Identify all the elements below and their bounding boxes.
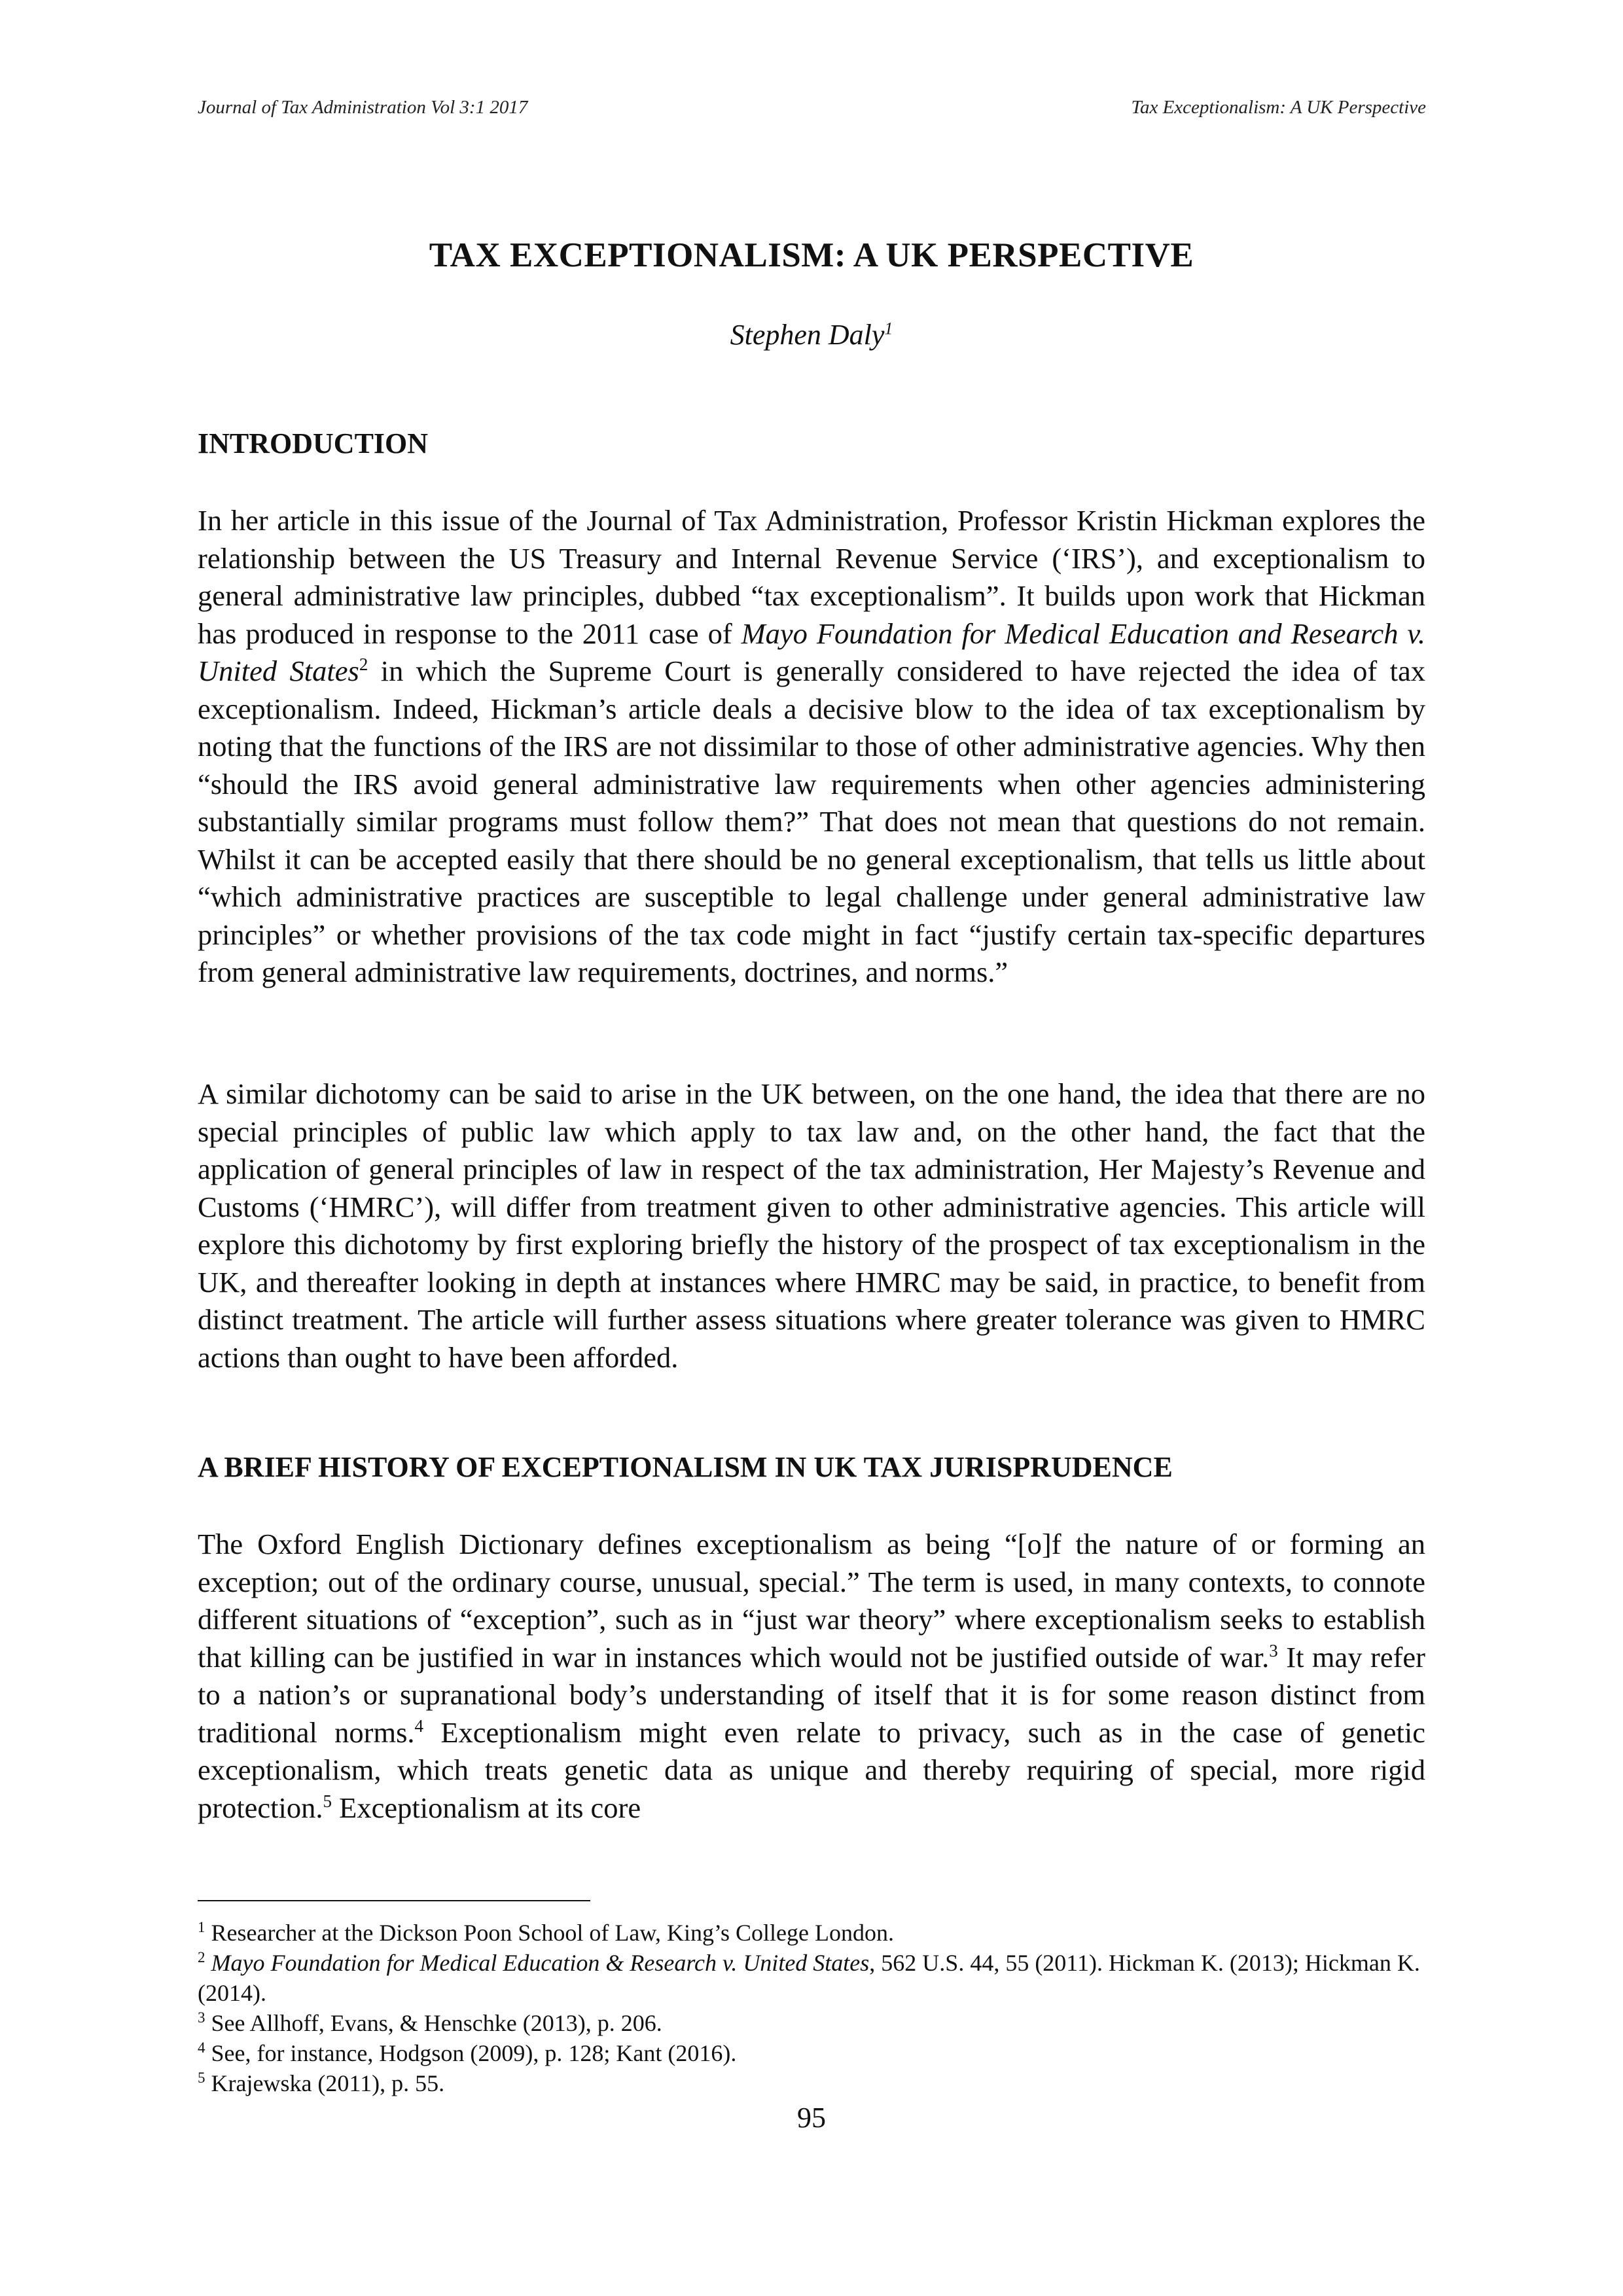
case-citation: Mayo Foundation for Medical Education & Research v. United States: [211, 1950, 870, 1976]
paragraph-history-1: [198, 1526, 1425, 1827]
footnote-ref[interactable]: 4: [414, 1715, 424, 1736]
paragraph-text: It may refer to a nation’s or supranational body’s understanding of itself that it is for some reason distinct from traditional norms.: [198, 1640, 1425, 1749]
footnote-number: 4: [198, 2039, 205, 2056]
footnote-ref[interactable]: 3: [1269, 1640, 1278, 1660]
running-head-journal: Journal of Tax Administration Vol 3:1 2017: [198, 97, 528, 118]
section-heading-introduction: INTRODUCTION: [198, 427, 429, 459]
footnote-ref[interactable]: 2: [359, 655, 368, 675]
article-title: TAX EXCEPTIONALISM: A UK PERSPECTIVE: [429, 236, 1194, 274]
footnote-number: 5: [198, 2070, 205, 2086]
paragraph-text: Exceptionalism at its core: [332, 1791, 641, 1824]
footnote-number: 1: [198, 1919, 205, 1935]
author-line: [0, 318, 1623, 351]
running-head-article: Tax Exceptionalism: A UK Perspective: [1131, 97, 1426, 118]
footnote-ref[interactable]: 5: [323, 1791, 332, 1811]
paragraph-text: The Oxford English Dictionary defines exceptionalism as being “[o]f the nature of or forming an exception; out of the ordinary course, unusual, special.” The term is used, in many contexts, to connote different situations of “exception”, such as in “just war theory” where exceptionalism seeks to establish that killing can be justified in war in instances which would not be justified outside of war.: [198, 1528, 1425, 1674]
footnote-5: [198, 2068, 1425, 2098]
paragraph-introduction-2: A similar dichotomy can be said to arise in the UK between, on the one hand, the idea that there are no special principles of public law which apply to tax law and, on the other hand, the fact that the application of general principles of law in respect of the tax administration, Her Majesty’s Revenue and Customs (‘HMRC’), will differ from treatment given to other administrative agencies. This article will explore this dichotomy by first exploring briefly the history of the prospect of tax exceptionalism in the UK, and thereafter looking in depth at instances where HMRC may be said, in practice, to benefit from distinct treatment. The article will further assess situations where greater tolerance was given to HMRC actions than ought to have been afforded.: [198, 1077, 1425, 1374]
footnote-3: [198, 2008, 1425, 2038]
footnote-text: Krajewska (2011), p. 55.: [205, 2070, 445, 2096]
section-heading-history: A BRIEF HISTORY OF EXCEPTIONALISM IN UK TAX JURISPRUDENCE: [198, 1451, 1173, 1483]
author-footnote-ref[interactable]: 1: [884, 319, 893, 338]
footnote-text: , 562 U.S. 44, 55 (2011). Hickman K. (2013); Hickman K. (2014).: [198, 1950, 1420, 2006]
paragraph-introduction-1: [198, 502, 1425, 992]
paragraph-text: Exceptionalism might even relate to privacy, such as in the case of genetic exceptionalism, which treats genetic data as unique and thereby requiring of special, more rigid protection.: [198, 1715, 1426, 1824]
author-name: Stephen Daly: [730, 319, 885, 351]
footnote-text: See Allhoff, Evans, & Henschke (2013), p. 206.: [205, 2010, 662, 2036]
footnote-1: [198, 1918, 1425, 1948]
footnotes: [198, 1918, 1425, 2098]
footnote-number: 3: [198, 2009, 205, 2026]
paragraph-text: in which the Supreme Court is generally considered to have rejected the idea of tax exceptionalism. Indeed, Hickman’s article deals a decisive blow to the idea of tax exceptionalism by noting that the functions of the IRS are not dissimilar to those of other administrative agencies. Why then “should the IRS avoid general administrative law requirements when other agencies administering substantially similar programs must follow them?” That does not mean that questions do not remain. Whilst it can be accepted easily that there should be no general exceptionalism, that tells us little about “which administrative practices are susceptible to legal challenge under general administrative law principles” or whether provisions of the tax code might in fact “justify certain tax-specific departures from general administrative law requirements, doctrines, and norms.”: [198, 655, 1425, 988]
paragraph-text: In her article in this issue of the Journal of Tax Administration, Professor Kristin Hickman explores the relationship between the US Treasury and Internal Revenue Service (‘IRS’), and exceptionalism to general administrative law principles, dubbed “tax exceptionalism”. It builds upon work that Hickman has produced in response to the 2011 case of: [198, 504, 1425, 650]
footnote-separator: [198, 1900, 590, 1901]
footnote-text: See, for instance, Hodgson (2009), p. 128; Kant (2016).: [205, 2040, 737, 2066]
footnote-4: [198, 2038, 1425, 2068]
footnote-2: [198, 1948, 1425, 2008]
footnote-text: Researcher at the Dickson Poon School of Law, King’s College London.: [205, 1920, 894, 1946]
page-number: 95: [797, 2102, 826, 2134]
case-citation: Mayo Foundation for Medical Education and Research v. United States: [198, 617, 1425, 687]
footnote-number: 2: [198, 1949, 205, 1965]
